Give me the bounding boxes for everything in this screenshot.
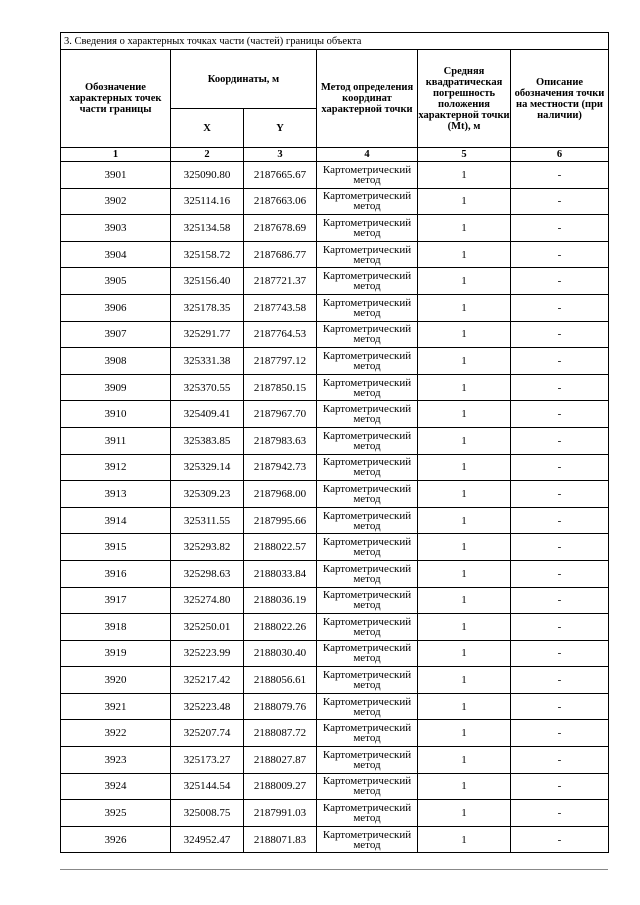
table-row xyxy=(61,374,609,401)
point-id-cell: 3926 xyxy=(61,826,171,853)
x-coordinate-cell: 325090.80 xyxy=(171,162,244,189)
description-cell: - xyxy=(511,826,609,853)
point-id-cell: 3915 xyxy=(61,534,171,561)
error-cell: 1 xyxy=(418,374,511,401)
method-cell: Картометрический метод xyxy=(317,481,418,508)
error-cell: 1 xyxy=(418,667,511,694)
error-cell: 1 xyxy=(418,693,511,720)
point-id-cell: 3922 xyxy=(61,720,171,747)
point-id-cell: 3905 xyxy=(61,268,171,295)
table-row xyxy=(61,268,609,295)
error-cell: 1 xyxy=(418,162,511,189)
x-coordinate-cell: 325114.16 xyxy=(171,188,244,215)
y-coordinate-cell: 2187743.58 xyxy=(244,294,317,321)
point-id-cell: 3925 xyxy=(61,800,171,827)
column-number: 1 xyxy=(61,148,171,162)
point-id-cell: 3923 xyxy=(61,747,171,774)
table-row xyxy=(61,534,609,561)
x-coordinate-cell: 325250.01 xyxy=(171,614,244,641)
error-cell: 1 xyxy=(418,640,511,667)
x-coordinate-cell: 325409.41 xyxy=(171,401,244,428)
description-cell: - xyxy=(511,614,609,641)
method-cell: Картометрический метод xyxy=(317,667,418,694)
point-id-cell: 3921 xyxy=(61,693,171,720)
x-coordinate-cell: 325291.77 xyxy=(171,321,244,348)
description-cell: - xyxy=(511,427,609,454)
x-coordinate-cell: 325293.82 xyxy=(171,534,244,561)
y-coordinate-cell: 2187991.03 xyxy=(244,800,317,827)
description-cell: - xyxy=(511,773,609,800)
y-coordinate-cell: 2188022.26 xyxy=(244,614,317,641)
header-y: Y xyxy=(244,109,317,148)
y-coordinate-cell: 2187764.53 xyxy=(244,321,317,348)
table-row xyxy=(61,321,609,348)
y-coordinate-cell: 2188079.76 xyxy=(244,693,317,720)
point-id-cell: 3901 xyxy=(61,162,171,189)
table-row xyxy=(61,162,609,189)
error-cell: 1 xyxy=(418,773,511,800)
x-coordinate-cell: 325331.38 xyxy=(171,348,244,375)
error-cell: 1 xyxy=(418,481,511,508)
description-cell: - xyxy=(511,481,609,508)
column-number: 4 xyxy=(317,148,418,162)
y-coordinate-cell: 2187721.37 xyxy=(244,268,317,295)
error-cell: 1 xyxy=(418,241,511,268)
method-cell: Картометрический метод xyxy=(317,427,418,454)
x-coordinate-cell: 325178.35 xyxy=(171,294,244,321)
description-cell: - xyxy=(511,640,609,667)
point-id-cell: 3918 xyxy=(61,614,171,641)
table-row xyxy=(61,188,609,215)
error-cell: 1 xyxy=(418,294,511,321)
column-number-row xyxy=(61,148,609,162)
point-id-cell: 3903 xyxy=(61,215,171,242)
error-cell: 1 xyxy=(418,215,511,242)
description-cell: - xyxy=(511,693,609,720)
table-row xyxy=(61,614,609,641)
x-coordinate-cell: 325223.48 xyxy=(171,693,244,720)
footer-divider xyxy=(60,869,608,870)
x-coordinate-cell: 325008.75 xyxy=(171,800,244,827)
error-cell: 1 xyxy=(418,401,511,428)
description-cell: - xyxy=(511,534,609,561)
y-coordinate-cell: 2188033.84 xyxy=(244,560,317,587)
boundary-points-table xyxy=(60,32,609,853)
y-coordinate-cell: 2188087.72 xyxy=(244,720,317,747)
x-coordinate-cell: 325207.74 xyxy=(171,720,244,747)
description-cell: - xyxy=(511,374,609,401)
description-cell: - xyxy=(511,241,609,268)
description-cell: - xyxy=(511,800,609,827)
method-cell: Картометрический метод xyxy=(317,773,418,800)
point-id-cell: 3909 xyxy=(61,374,171,401)
method-cell: Картометрический метод xyxy=(317,268,418,295)
description-cell: - xyxy=(511,401,609,428)
table-row xyxy=(61,587,609,614)
error-cell: 1 xyxy=(418,321,511,348)
header-error: Средняя квадратическая погрешность положения характерной точки (Mt), м xyxy=(418,50,511,148)
table-row xyxy=(61,826,609,853)
x-coordinate-cell: 325223.99 xyxy=(171,640,244,667)
description-cell: - xyxy=(511,560,609,587)
x-coordinate-cell: 325156.40 xyxy=(171,268,244,295)
x-coordinate-cell: 325329.14 xyxy=(171,454,244,481)
method-cell: Картометрический метод xyxy=(317,534,418,561)
y-coordinate-cell: 2188056.61 xyxy=(244,667,317,694)
y-coordinate-cell: 2188022.57 xyxy=(244,534,317,561)
method-cell: Картометрический метод xyxy=(317,826,418,853)
method-cell: Картометрический метод xyxy=(317,560,418,587)
header-description: Описание обозначения точки на местности (при наличии) xyxy=(511,50,609,148)
error-cell: 1 xyxy=(418,427,511,454)
table-row xyxy=(61,454,609,481)
error-cell: 1 xyxy=(418,188,511,215)
y-coordinate-cell: 2187995.66 xyxy=(244,507,317,534)
method-cell: Картометрический метод xyxy=(317,747,418,774)
error-cell: 1 xyxy=(418,800,511,827)
table-row xyxy=(61,215,609,242)
column-number: 5 xyxy=(418,148,511,162)
x-coordinate-cell: 324952.47 xyxy=(171,826,244,853)
header-point-designation: Обозначение характерных точек части границы xyxy=(61,50,171,148)
method-cell: Картометрический метод xyxy=(317,215,418,242)
point-id-cell: 3916 xyxy=(61,560,171,587)
description-cell: - xyxy=(511,667,609,694)
point-id-cell: 3924 xyxy=(61,773,171,800)
method-cell: Картометрический метод xyxy=(317,374,418,401)
table-row xyxy=(61,747,609,774)
point-id-cell: 3907 xyxy=(61,321,171,348)
method-cell: Картометрический метод xyxy=(317,800,418,827)
table-row xyxy=(61,560,609,587)
method-cell: Картометрический метод xyxy=(317,614,418,641)
description-cell: - xyxy=(511,587,609,614)
point-id-cell: 3912 xyxy=(61,454,171,481)
y-coordinate-cell: 2188071.83 xyxy=(244,826,317,853)
method-cell: Картометрический метод xyxy=(317,321,418,348)
description-cell: - xyxy=(511,294,609,321)
y-coordinate-cell: 2187797.12 xyxy=(244,348,317,375)
section-title-row xyxy=(61,33,609,50)
description-cell: - xyxy=(511,747,609,774)
error-cell: 1 xyxy=(418,454,511,481)
table-row xyxy=(61,693,609,720)
header-row-1 xyxy=(61,50,609,109)
table-row xyxy=(61,800,609,827)
point-id-cell: 3906 xyxy=(61,294,171,321)
table-body xyxy=(61,162,609,853)
header-x: X xyxy=(171,109,244,148)
description-cell: - xyxy=(511,162,609,189)
x-coordinate-cell: 325217.42 xyxy=(171,667,244,694)
point-id-cell: 3919 xyxy=(61,640,171,667)
description-cell: - xyxy=(511,720,609,747)
error-cell: 1 xyxy=(418,826,511,853)
point-id-cell: 3914 xyxy=(61,507,171,534)
x-coordinate-cell: 325383.85 xyxy=(171,427,244,454)
x-coordinate-cell: 325274.80 xyxy=(171,587,244,614)
description-cell: - xyxy=(511,454,609,481)
description-cell: - xyxy=(511,215,609,242)
method-cell: Картометрический метод xyxy=(317,507,418,534)
header-coordinates: Координаты, м xyxy=(171,50,317,109)
column-number: 6 xyxy=(511,148,609,162)
table-row xyxy=(61,427,609,454)
table-row xyxy=(61,773,609,800)
method-cell: Картометрический метод xyxy=(317,188,418,215)
method-cell: Картометрический метод xyxy=(317,241,418,268)
y-coordinate-cell: 2187850.15 xyxy=(244,374,317,401)
method-cell: Картометрический метод xyxy=(317,401,418,428)
x-coordinate-cell: 325144.54 xyxy=(171,773,244,800)
error-cell: 1 xyxy=(418,587,511,614)
point-id-cell: 3917 xyxy=(61,587,171,614)
y-coordinate-cell: 2187678.69 xyxy=(244,215,317,242)
table-row xyxy=(61,481,609,508)
point-id-cell: 3908 xyxy=(61,348,171,375)
point-id-cell: 3904 xyxy=(61,241,171,268)
x-coordinate-cell: 325309.23 xyxy=(171,481,244,508)
table-row xyxy=(61,348,609,375)
y-coordinate-cell: 2187983.63 xyxy=(244,427,317,454)
description-cell: - xyxy=(511,348,609,375)
y-coordinate-cell: 2188036.19 xyxy=(244,587,317,614)
method-cell: Картометрический метод xyxy=(317,454,418,481)
description-cell: - xyxy=(511,507,609,534)
description-cell: - xyxy=(511,188,609,215)
point-id-cell: 3913 xyxy=(61,481,171,508)
table-row xyxy=(61,241,609,268)
y-coordinate-cell: 2188027.87 xyxy=(244,747,317,774)
table-row xyxy=(61,294,609,321)
y-coordinate-cell: 2188009.27 xyxy=(244,773,317,800)
error-cell: 1 xyxy=(418,747,511,774)
point-id-cell: 3920 xyxy=(61,667,171,694)
x-coordinate-cell: 325158.72 xyxy=(171,241,244,268)
error-cell: 1 xyxy=(418,614,511,641)
method-cell: Картометрический метод xyxy=(317,720,418,747)
error-cell: 1 xyxy=(418,348,511,375)
x-coordinate-cell: 325311.55 xyxy=(171,507,244,534)
x-coordinate-cell: 325134.58 xyxy=(171,215,244,242)
method-cell: Картометрический метод xyxy=(317,587,418,614)
error-cell: 1 xyxy=(418,534,511,561)
x-coordinate-cell: 325173.27 xyxy=(171,747,244,774)
method-cell: Картометрический метод xyxy=(317,640,418,667)
method-cell: Картометрический метод xyxy=(317,294,418,321)
point-id-cell: 3911 xyxy=(61,427,171,454)
column-number: 2 xyxy=(171,148,244,162)
y-coordinate-cell: 2187967.70 xyxy=(244,401,317,428)
table-row xyxy=(61,667,609,694)
y-coordinate-cell: 2187665.67 xyxy=(244,162,317,189)
point-id-cell: 3902 xyxy=(61,188,171,215)
method-cell: Картометрический метод xyxy=(317,162,418,189)
y-coordinate-cell: 2187942.73 xyxy=(244,454,317,481)
description-cell: - xyxy=(511,321,609,348)
description-cell: - xyxy=(511,268,609,295)
point-id-cell: 3910 xyxy=(61,401,171,428)
column-number: 3 xyxy=(244,148,317,162)
x-coordinate-cell: 325370.55 xyxy=(171,374,244,401)
header-method: Метод определения координат характерной точки xyxy=(317,50,418,148)
y-coordinate-cell: 2187663.06 xyxy=(244,188,317,215)
table-row xyxy=(61,720,609,747)
x-coordinate-cell: 325298.63 xyxy=(171,560,244,587)
error-cell: 1 xyxy=(418,507,511,534)
error-cell: 1 xyxy=(418,560,511,587)
error-cell: 1 xyxy=(418,268,511,295)
y-coordinate-cell: 2187968.00 xyxy=(244,481,317,508)
method-cell: Картометрический метод xyxy=(317,348,418,375)
table-row xyxy=(61,401,609,428)
y-coordinate-cell: 2187686.77 xyxy=(244,241,317,268)
table-row xyxy=(61,640,609,667)
method-cell: Картометрический метод xyxy=(317,693,418,720)
error-cell: 1 xyxy=(418,720,511,747)
y-coordinate-cell: 2188030.40 xyxy=(244,640,317,667)
table-row xyxy=(61,507,609,534)
section-title: 3. Сведения о характерных точках части (частей) границы объекта xyxy=(61,33,609,50)
